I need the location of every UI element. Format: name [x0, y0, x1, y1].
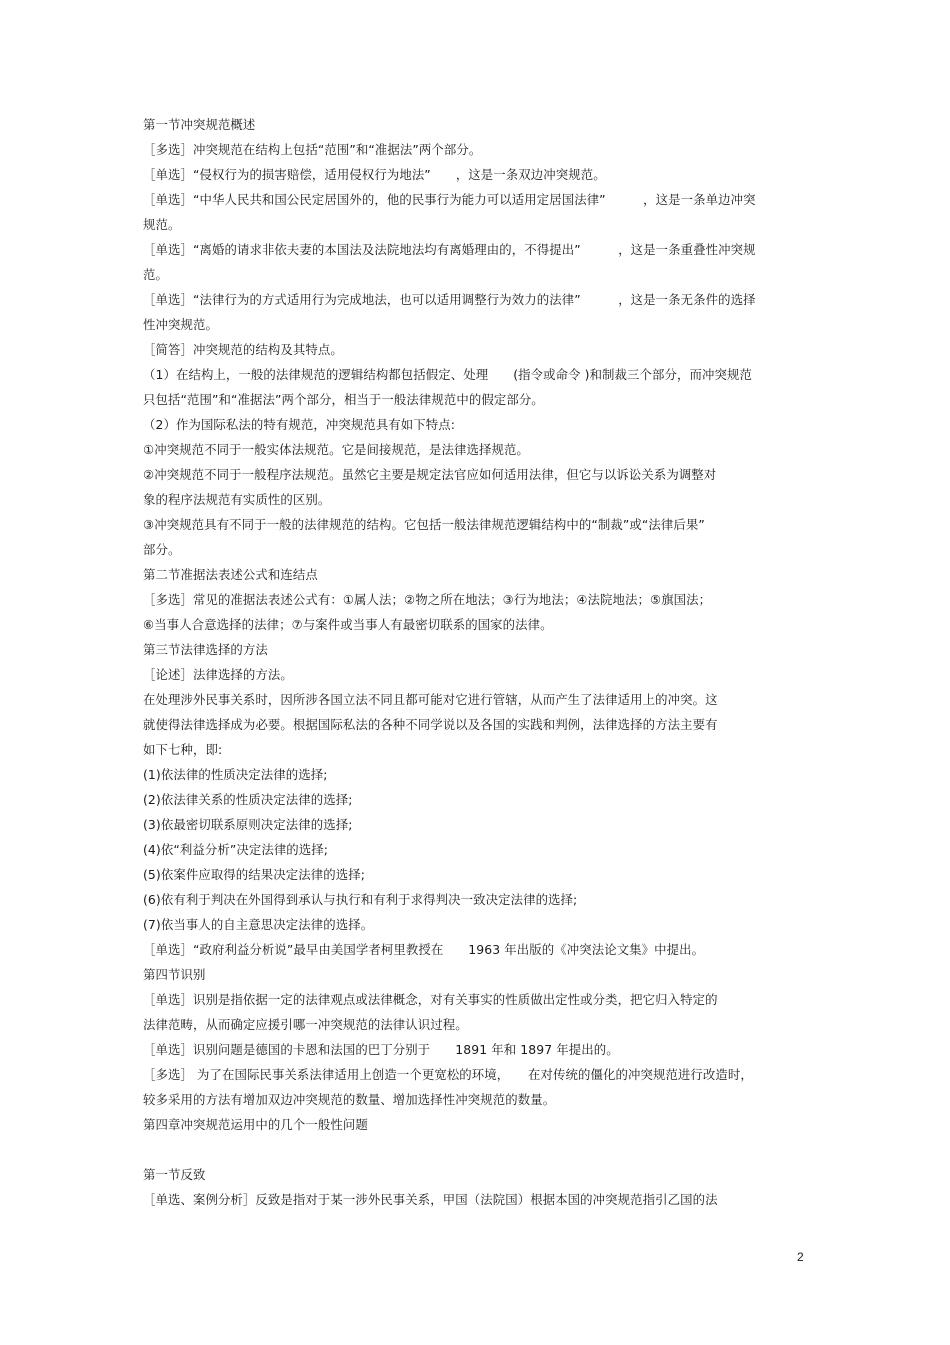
text-line: （1）在结构上，一般的法律规范的逻辑结构都包括假定、处理 (指令或命令 )和制裁三个部分，而冲突规范 [143, 367, 752, 382]
text-line: 象的程序法规范有实质性的区别。 [143, 492, 331, 507]
text-line: (7)依当事人的自主意思决定法律的选择。 [143, 917, 374, 932]
text-line: (2)依法律关系的性质决定法律的选择; [143, 792, 353, 807]
text-line: 性冲突规范。 [143, 317, 218, 332]
text-line: ［单选］识别是指依据一定的法律观点或法律概念，对有关事实的性质做出定性或分类，把它归入特定的 [143, 992, 718, 1007]
text-line: ［单选、案例分析］反致是指对于某一涉外民事关系，甲国（法院国）根据本国的冲突规范指引乙国的法 [143, 1192, 718, 1207]
text-line: 第三节法律选择的方法 [143, 642, 268, 657]
text-line: ［单选］“政府利益分析说”最早由美国学者柯里教授在 1963 年出版的《冲突法论文集》中提出。 [143, 942, 705, 957]
text-line: ③冲突规范具有不同于一般的法律规范的结构。它包括一般法律规范逻辑结构中的“制裁”或“法律后果” [143, 517, 705, 532]
text-line: 只包括“范围”和“准据法”两个部分，相当于一般法律规范中的假定部分。 [143, 392, 544, 407]
text-line: 第四章冲突规范运用中的几个一般性问题 [143, 1117, 368, 1132]
text-line: ［单选］“中华人民共和国公民定居国外的，他的民事行为能力可以适用定居国法律” ，这是一条单边冲突 [143, 192, 756, 207]
text-line: 法律范畴，从而确定应援引哪一冲突规范的法律认识过程。 [143, 1017, 468, 1032]
text-line: ⑥当事人合意选择的法律；⑦与案件或当事人有最密切联系的国家的法律。 [143, 617, 553, 632]
text-line: 就使得法律选择成为必要。根据国际私法的各种不同学说以及各国的实践和判例，法律选择的方法主要有 [143, 717, 718, 732]
text-line: ①冲突规范不同于一般实体法规范。它是间接规范，是法律选择规范。 [143, 442, 529, 457]
text-line: (6)依有利于判决在外国得到承认与执行和有利于求得判决一致决定法律的选择; [143, 892, 578, 907]
text-line: ［单选］“侵权行为的损害赔偿，适用侵权行为地法” ，这是一条双边冲突规范。 [143, 167, 606, 182]
text-line: 较多采用的方法有增加双边冲突规范的数量、增加选择性冲突规范的数量。 [143, 1092, 556, 1107]
text-line [143, 1137, 803, 1162]
text-line: ［单选］“离婚的请求非依夫妻的本国法及法院地法均有离婚理由的，不得提出” ，这是一条重叠性冲突规 [143, 242, 756, 257]
text-line: （2）作为国际私法的特有规范，冲突规范具有如下特点: [143, 417, 456, 432]
page-number: 2 [797, 1250, 804, 1264]
text-line: 在处理涉外民事关系时，因所涉各国立法不同且都可能对它进行管辖，从而产生了法律适用上的冲突。这 [143, 692, 718, 707]
text-line: ［多选］冲突规范在结构上包括“范围”和“准据法”两个部分。 [143, 142, 482, 157]
text-line: ［多选］ 为了在国际民事关系法律适用上创造一个更宽松的环境， 在对传统的僵化的冲突规范进行改造时， [143, 1067, 753, 1082]
text-line: 第二节准据法表述公式和连结点 [143, 567, 318, 582]
text-line: 第一节反致 [143, 1167, 206, 1182]
text-line: 第四节识别 [143, 967, 206, 982]
text-line: 规范。 [143, 217, 181, 232]
text-line: ②冲突规范不同于一般程序法规范。虽然它主要是规定法官应如何适用法律，但它与以诉讼关系为调整对 [143, 467, 717, 482]
text-line: ［简答］冲突规范的结构及其特点。 [143, 342, 343, 357]
text-line: ［单选］“法律行为的方式适用行为完成地法，也可以适用调整行为效力的法律” ，这是一条无条件的选择 [143, 292, 756, 307]
text-line: ［单选］识别问题是德国的卡恩和法国的巴丁分别于 1891 年和 1897 年提出的。 [143, 1042, 619, 1057]
text-line: 如下七种，即: [143, 742, 223, 757]
text-line: ［论述］法律选择的方法。 [143, 667, 293, 682]
text-line: 范。 [143, 267, 168, 282]
text-line: (4)依“利益分析”决定法律的选择; [143, 842, 329, 857]
text-line: 第一节冲突规范概述 [143, 117, 256, 132]
text-line: ［多选］常见的准据法表述公式有：①属人法；②物之所在地法；③行为地法；④法院地法；⑤旗国法； [143, 592, 712, 607]
text-line: (1)依法律的性质决定法律的选择; [143, 767, 328, 782]
text-line: (5)依案件应取得的结果决定法律的选择; [143, 867, 365, 882]
text-line: (3)依最密切联系原则决定法律的选择; [143, 817, 353, 832]
document-body [143, 112, 803, 1212]
text-line: 部分。 [143, 542, 181, 557]
